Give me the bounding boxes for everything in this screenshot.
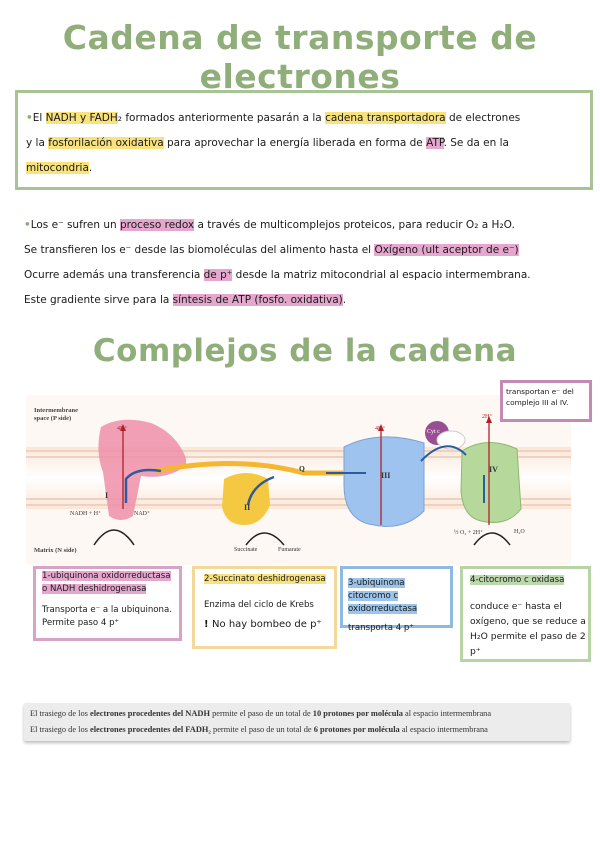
h-label-1: 4H⁺ (117, 426, 128, 432)
electron-chain-figure (26, 395, 571, 565)
box-complex-i-text: 1-ubiquinona oxidorreductasa o NADH deshidrogenasa Transporta e⁻ a la ubiquinona. Permite paso 4 p⁺ (42, 571, 172, 628)
complex-iii-shape (344, 437, 424, 527)
bullet-icon: • (26, 112, 33, 124)
footer-nadh-line: El trasiego de los electrones procedentes del NADH permite el paso de un total de 10 protones por molécula al espacio intermembrana (30, 709, 492, 718)
redox-paragraph: •Los e⁻ sufren un proceso redox a través de multicomplejos proteicos, para reducir O₂ a H₂O. Se transfieren los e⁻ desde las biomoléculas del alimento hasta el Oxígeno (ult aceptor de e⁻) Ocurre además una transferencia de p⁺ desde la matriz mitocondrial al espacio intermembrana. Este gradiente sirve para la síntesis de ATP (fosfo. oxidativa). (24, 219, 531, 306)
oxygen-label: ½ O₂ + 2H⁺ (454, 530, 484, 536)
box-complex-ii-text: 2-Succinato deshidrogenasa Enzima del ciclo de Krebs ! No hay bombeo de p⁺ (204, 574, 326, 630)
footer-summary (24, 703, 570, 741)
q-label: Q (299, 464, 305, 473)
chain-diagram (26, 395, 571, 565)
cyt-c-label: Cyt c (427, 429, 440, 435)
box-complex-iii-text: 3-ubiquinona citocromo c oxidorreductasa transporta 4 p⁺ (348, 578, 418, 633)
complex-iv-label: IV (489, 465, 498, 474)
matrix-label: Matrix (N side) (34, 547, 77, 554)
intermembrane-label: Intermembrane (34, 407, 79, 414)
nad-label: NAD⁺ (134, 511, 151, 517)
page-title: Cadena de transporte de electrones (62, 18, 538, 96)
h-label-2: 4H⁺ (375, 426, 386, 432)
intro-text: •El NADH y FADH₂ formados anteriormente pasarán a la cadena transportadora de electrones y la fosforilación oxidativa para aprovechar la energía liberada en forma de ATP. Se da en la mitocondria. (26, 112, 521, 174)
callout-text: transportan e⁻ del complejo III al IV. (506, 387, 574, 407)
succinate-label: Succinate (234, 547, 258, 553)
complex-iii-label: III (381, 471, 391, 480)
complex-ii-label: II (244, 503, 251, 512)
fumarate-label: Fumarate (278, 547, 301, 553)
box-complex-iv-text: 4-citocromo c oxidasa conduce e⁻ hasta el oxígeno, que se reduce a H₂O permite el paso de 2 p⁺ (470, 575, 586, 657)
complex-iv-shape (461, 442, 521, 522)
section-title: Complejos de la cadena (92, 333, 518, 369)
h-label-3: 2H⁺ (482, 414, 493, 420)
water-label: H₂O (514, 529, 525, 535)
complex-i-label: I (105, 491, 109, 500)
bullet-icon: • (24, 219, 31, 231)
footer-fadh2-line: El trasiego de los electrones procedentes del FADH₂ permite el paso de un total de 6 protones por molécula al espacio intermembrana (30, 725, 488, 734)
p-side-label: space (P side) (34, 415, 72, 422)
nadh-label: NADH + H⁺ (70, 511, 102, 517)
